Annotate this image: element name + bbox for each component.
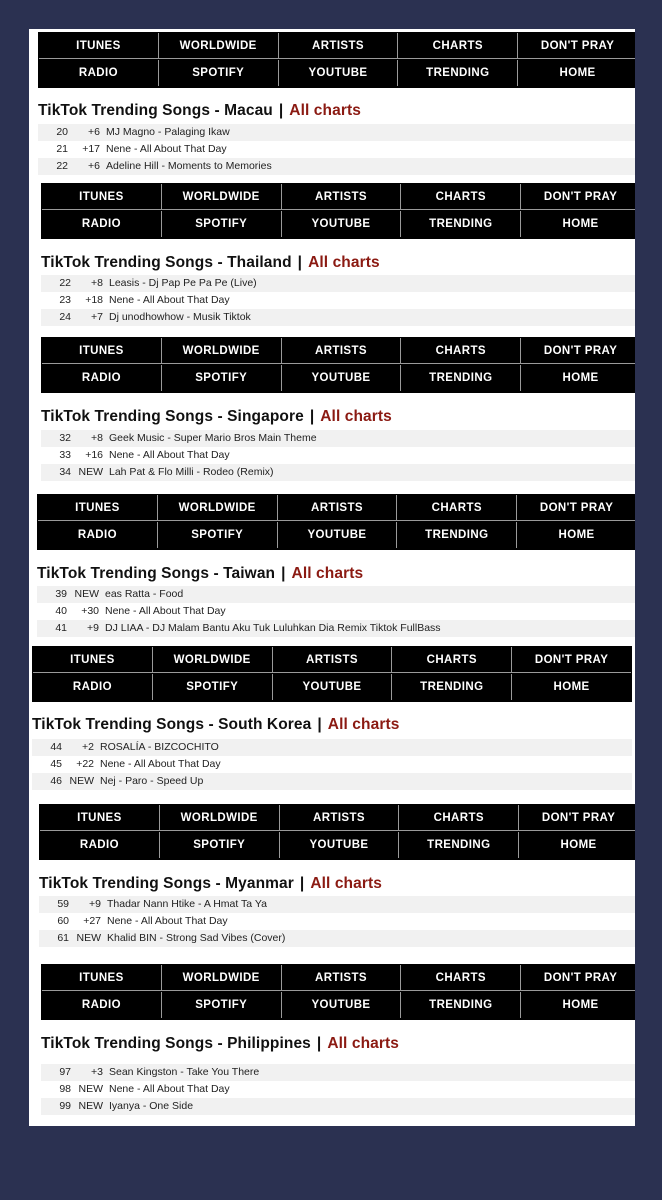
- chart-row: [38, 158, 635, 175]
- chart-title: TikTok Trending Songs - Myanmar: [39, 875, 294, 892]
- chart-heading: [38, 102, 361, 120]
- song-title: Lah Pat & Flo Milli - Rodeo (Remix): [109, 466, 274, 478]
- nav-row: [42, 365, 635, 391]
- chart-row: [32, 773, 632, 790]
- nav-link-radio[interactable]: RADIO: [42, 211, 162, 237]
- nav-link-itunes[interactable]: ITUNES: [38, 495, 158, 521]
- song-title: Dj unodhowhow - Musik Tiktok: [109, 311, 251, 323]
- chart-row: [32, 756, 632, 773]
- chart-list: [39, 896, 635, 947]
- nav-link-spotify[interactable]: SPOTIFY: [162, 365, 282, 391]
- song-title: Nej - Paro - Speed Up: [100, 775, 204, 787]
- nav-link-trending[interactable]: TRENDING: [398, 60, 518, 86]
- song-title: Thadar Nann Htike - A Hmat Ta Ya: [107, 898, 267, 910]
- nav-menu: [38, 32, 635, 88]
- chart-list: [41, 430, 635, 481]
- nav-link-artists[interactable]: ARTISTS: [278, 495, 398, 521]
- nav-link-worldwide[interactable]: WORLDWIDE: [158, 495, 278, 521]
- rank: 34: [59, 466, 71, 478]
- nav-row: [39, 60, 635, 86]
- nav-link-don-t-pray[interactable]: DON'T PRAY: [519, 805, 635, 831]
- song-title: Nene - All About That Day: [109, 294, 230, 306]
- chart-row: [37, 603, 635, 620]
- nav-link-spotify[interactable]: SPOTIFY: [162, 211, 282, 237]
- nav-link-itunes[interactable]: ITUNES: [42, 184, 162, 210]
- rank-change: NEW: [78, 466, 103, 478]
- nav-link-artists[interactable]: ARTISTS: [279, 33, 399, 59]
- rank: 46: [50, 775, 62, 787]
- rank-change: +7: [91, 311, 103, 323]
- nav-row: [38, 522, 635, 548]
- rank: 41: [55, 622, 67, 634]
- nav-link-radio[interactable]: RADIO: [39, 60, 159, 86]
- chart-list: [32, 739, 632, 790]
- rank-change: NEW: [78, 1083, 103, 1095]
- nav-link-home[interactable]: HOME: [518, 60, 635, 86]
- all-charts-link[interactable]: All charts: [327, 1035, 399, 1052]
- song-title: Geek Music - Super Mario Bros Main Theme: [109, 432, 317, 444]
- chart-row: [41, 1098, 635, 1115]
- chart-heading: [37, 565, 363, 583]
- nav-link-youtube[interactable]: YOUTUBE: [273, 674, 393, 700]
- all-charts-link[interactable]: All charts: [327, 716, 400, 733]
- chart-row: [41, 1081, 635, 1098]
- heading-separator: |: [317, 716, 322, 733]
- rank: 32: [59, 432, 71, 444]
- nav-link-home[interactable]: HOME: [521, 992, 635, 1018]
- rank: 99: [59, 1100, 71, 1112]
- nav-row: [42, 992, 635, 1018]
- rank: 39: [55, 588, 67, 600]
- chart-title: TikTok Trending Songs - Singapore: [41, 408, 304, 425]
- rank: 59: [57, 898, 69, 910]
- chart-list: [37, 586, 635, 637]
- rank: 24: [59, 311, 71, 323]
- nav-menu: [41, 183, 635, 239]
- nav-row: [39, 33, 635, 59]
- nav-link-trending[interactable]: TRENDING: [401, 365, 521, 391]
- rank-change: +6: [88, 160, 100, 172]
- chart-row: [39, 913, 635, 930]
- chart-row: [38, 124, 635, 141]
- nav-link-charts[interactable]: CHARTS: [392, 647, 512, 673]
- chart-row: [38, 141, 635, 158]
- rank-change: +16: [85, 449, 103, 461]
- song-title: Nene - All About That Day: [107, 915, 228, 927]
- nav-link-charts[interactable]: CHARTS: [399, 805, 519, 831]
- song-title: eas Ratta - Food: [105, 588, 184, 600]
- chart-title: TikTok Trending Songs - Taiwan: [37, 565, 276, 582]
- chart-list: [41, 1064, 635, 1115]
- song-title: Nene - All About That Day: [109, 449, 230, 461]
- rank-change: +17: [82, 143, 100, 155]
- rank: 23: [59, 294, 71, 306]
- rank-change: NEW: [78, 1100, 103, 1112]
- chart-heading: [41, 408, 392, 426]
- rank: 45: [50, 758, 62, 770]
- nav-link-don-t-pray[interactable]: DON'T PRAY: [512, 647, 631, 673]
- rank-change: NEW: [76, 932, 101, 944]
- rank: 21: [56, 143, 68, 155]
- nav-menu: [39, 804, 635, 860]
- nav-link-worldwide[interactable]: WORLDWIDE: [162, 338, 282, 364]
- chart-row: [41, 309, 635, 326]
- chart-row: [32, 739, 632, 756]
- nav-link-don-t-pray[interactable]: DON'T PRAY: [521, 338, 635, 364]
- chart-title: TikTok Trending Songs - Macau: [38, 102, 273, 119]
- nav-link-charts[interactable]: CHARTS: [401, 965, 521, 991]
- all-charts-link[interactable]: All charts: [320, 408, 392, 425]
- nav-link-youtube[interactable]: YOUTUBE: [279, 60, 399, 86]
- chart-row: [37, 586, 635, 603]
- all-charts-link[interactable]: All charts: [308, 254, 380, 271]
- nav-link-youtube[interactable]: YOUTUBE: [280, 832, 400, 858]
- nav-link-home[interactable]: HOME: [519, 832, 635, 858]
- chart-title: TikTok Trending Songs - Philippines: [41, 1035, 311, 1052]
- chart-row: [39, 930, 635, 947]
- nav-link-spotify[interactable]: SPOTIFY: [158, 522, 278, 548]
- chart-title: TikTok Trending Songs - Thailand: [41, 254, 292, 271]
- all-charts-link[interactable]: All charts: [310, 875, 382, 892]
- nav-menu: [37, 494, 635, 550]
- song-title: Nene - All About That Day: [100, 758, 221, 770]
- chart-list: [38, 124, 635, 175]
- rank: 20: [56, 126, 68, 138]
- nav-link-charts[interactable]: CHARTS: [397, 495, 517, 521]
- rank-change: +18: [85, 294, 103, 306]
- song-title: Nene - All About That Day: [106, 143, 227, 155]
- nav-link-spotify[interactable]: SPOTIFY: [160, 832, 280, 858]
- song-title: DJ LIAA - DJ Malam Bantu Aku Tuk Luluhkan Dia Remix Tiktok FullBass: [105, 622, 441, 634]
- heading-separator: |: [278, 102, 284, 119]
- nav-link-radio[interactable]: RADIO: [42, 365, 162, 391]
- song-title: Leasis - Dj Pap Pe Pa Pe (Live): [109, 277, 257, 289]
- rank-change: NEW: [69, 775, 94, 787]
- rank-change: +9: [89, 898, 101, 910]
- nav-link-charts[interactable]: CHARTS: [401, 184, 521, 210]
- nav-link-trending[interactable]: TRENDING: [399, 832, 519, 858]
- rank-change: NEW: [74, 588, 99, 600]
- nav-link-home[interactable]: HOME: [521, 211, 635, 237]
- nav-link-artists[interactable]: ARTISTS: [273, 647, 393, 673]
- nav-link-charts[interactable]: CHARTS: [401, 338, 521, 364]
- chart-row: [41, 447, 635, 464]
- nav-link-artists[interactable]: ARTISTS: [280, 805, 400, 831]
- nav-link-don-t-pray[interactable]: DON'T PRAY: [517, 495, 635, 521]
- chart-row: [41, 430, 635, 447]
- nav-link-itunes[interactable]: ITUNES: [33, 647, 153, 673]
- nav-link-itunes[interactable]: ITUNES: [42, 965, 162, 991]
- nav-link-worldwide[interactable]: WORLDWIDE: [162, 184, 282, 210]
- nav-row: [42, 338, 635, 364]
- heading-separator: |: [299, 875, 305, 892]
- rank: 22: [59, 277, 71, 289]
- rank: 60: [57, 915, 69, 927]
- nav-link-itunes[interactable]: ITUNES: [40, 805, 160, 831]
- nav-link-worldwide[interactable]: WORLDWIDE: [153, 647, 273, 673]
- chart-heading: [39, 875, 382, 893]
- chart-row: [41, 464, 635, 481]
- nav-link-youtube[interactable]: YOUTUBE: [278, 522, 398, 548]
- nav-link-spotify[interactable]: SPOTIFY: [162, 992, 282, 1018]
- rank: 22: [56, 160, 68, 172]
- rank: 97: [59, 1066, 71, 1078]
- chart-list: [41, 275, 635, 326]
- heading-separator: |: [297, 254, 303, 271]
- song-title: Khalid BIN - Strong Sad Vibes (Cover): [107, 932, 286, 944]
- rank-change: +2: [82, 741, 94, 753]
- nav-link-home[interactable]: HOME: [517, 522, 635, 548]
- rank-change: +8: [91, 432, 103, 444]
- nav-row: [38, 495, 635, 521]
- rank: 40: [55, 605, 67, 617]
- chart-row: [37, 620, 635, 637]
- nav-link-artists[interactable]: ARTISTS: [282, 965, 402, 991]
- chart-heading: [41, 254, 380, 272]
- nav-link-home[interactable]: HOME: [521, 365, 635, 391]
- nav-menu: [41, 964, 635, 1020]
- nav-row: [42, 965, 635, 991]
- song-title: ROSALÍA - BIZCOCHITO: [100, 741, 219, 753]
- rank: 98: [59, 1083, 71, 1095]
- all-charts-link[interactable]: All charts: [291, 565, 364, 582]
- rank-change: +6: [88, 126, 100, 138]
- nav-link-don-t-pray[interactable]: DON'T PRAY: [518, 33, 635, 59]
- nav-link-radio[interactable]: RADIO: [33, 674, 153, 700]
- rank-change: +22: [76, 758, 94, 770]
- nav-link-radio[interactable]: RADIO: [38, 522, 158, 548]
- nav-link-don-t-pray[interactable]: DON'T PRAY: [521, 965, 635, 991]
- nav-link-radio[interactable]: RADIO: [42, 992, 162, 1018]
- nav-link-worldwide[interactable]: WORLDWIDE: [160, 805, 280, 831]
- rank-change: +27: [83, 915, 101, 927]
- screenshot-collage: [29, 29, 635, 1126]
- nav-link-itunes[interactable]: ITUNES: [39, 33, 159, 59]
- nav-link-youtube[interactable]: YOUTUBE: [282, 211, 402, 237]
- nav-menu: [41, 337, 635, 393]
- nav-link-trending[interactable]: TRENDING: [401, 211, 521, 237]
- song-title: Nene - All About That Day: [109, 1083, 230, 1095]
- rank-change: +9: [87, 622, 99, 634]
- nav-link-artists[interactable]: ARTISTS: [282, 184, 402, 210]
- nav-row: [40, 832, 635, 858]
- chart-row: [39, 896, 635, 913]
- nav-menu: [32, 646, 632, 702]
- heading-separator: |: [309, 408, 315, 425]
- chart-row: [41, 275, 635, 292]
- heading-separator: |: [316, 1035, 322, 1052]
- nav-row: [42, 184, 635, 210]
- nav-row: [33, 674, 631, 700]
- nav-link-radio[interactable]: RADIO: [40, 832, 160, 858]
- song-title: MJ Magno - Palaging Ikaw: [106, 126, 230, 138]
- nav-link-itunes[interactable]: ITUNES: [42, 338, 162, 364]
- nav-row: [40, 805, 635, 831]
- heading-separator: |: [281, 565, 286, 582]
- chart-heading: [41, 1035, 399, 1053]
- nav-link-trending[interactable]: TRENDING: [392, 674, 512, 700]
- song-title: Adeline Hill - Moments to Memories: [106, 160, 272, 172]
- song-title: Sean Kingston - Take You There: [109, 1066, 260, 1078]
- all-charts-link[interactable]: All charts: [289, 102, 361, 119]
- nav-link-spotify[interactable]: SPOTIFY: [153, 674, 273, 700]
- nav-row: [42, 211, 635, 237]
- nav-link-worldwide[interactable]: WORLDWIDE: [162, 965, 282, 991]
- song-title: Iyanya - One Side: [109, 1100, 194, 1112]
- chart-row: [41, 1064, 635, 1081]
- chart-heading: [32, 716, 399, 734]
- nav-link-trending[interactable]: TRENDING: [397, 522, 517, 548]
- nav-link-spotify[interactable]: SPOTIFY: [159, 60, 279, 86]
- chart-title: TikTok Trending Songs - South Korea: [32, 716, 312, 733]
- nav-link-artists[interactable]: ARTISTS: [282, 338, 402, 364]
- nav-link-don-t-pray[interactable]: DON'T PRAY: [521, 184, 635, 210]
- nav-link-youtube[interactable]: YOUTUBE: [282, 992, 402, 1018]
- nav-link-home[interactable]: HOME: [512, 674, 631, 700]
- rank-change: +30: [81, 605, 99, 617]
- nav-link-trending[interactable]: TRENDING: [401, 992, 521, 1018]
- rank: 44: [50, 741, 62, 753]
- rank-change: +8: [91, 277, 103, 289]
- nav-link-worldwide[interactable]: WORLDWIDE: [159, 33, 279, 59]
- chart-row: [41, 292, 635, 309]
- nav-link-youtube[interactable]: YOUTUBE: [282, 365, 402, 391]
- rank: 61: [57, 932, 69, 944]
- rank-change: +3: [91, 1066, 103, 1078]
- song-title: Nene - All About That Day: [105, 605, 226, 617]
- rank: 33: [59, 449, 71, 461]
- nav-row: [33, 647, 631, 673]
- nav-link-charts[interactable]: CHARTS: [398, 33, 518, 59]
